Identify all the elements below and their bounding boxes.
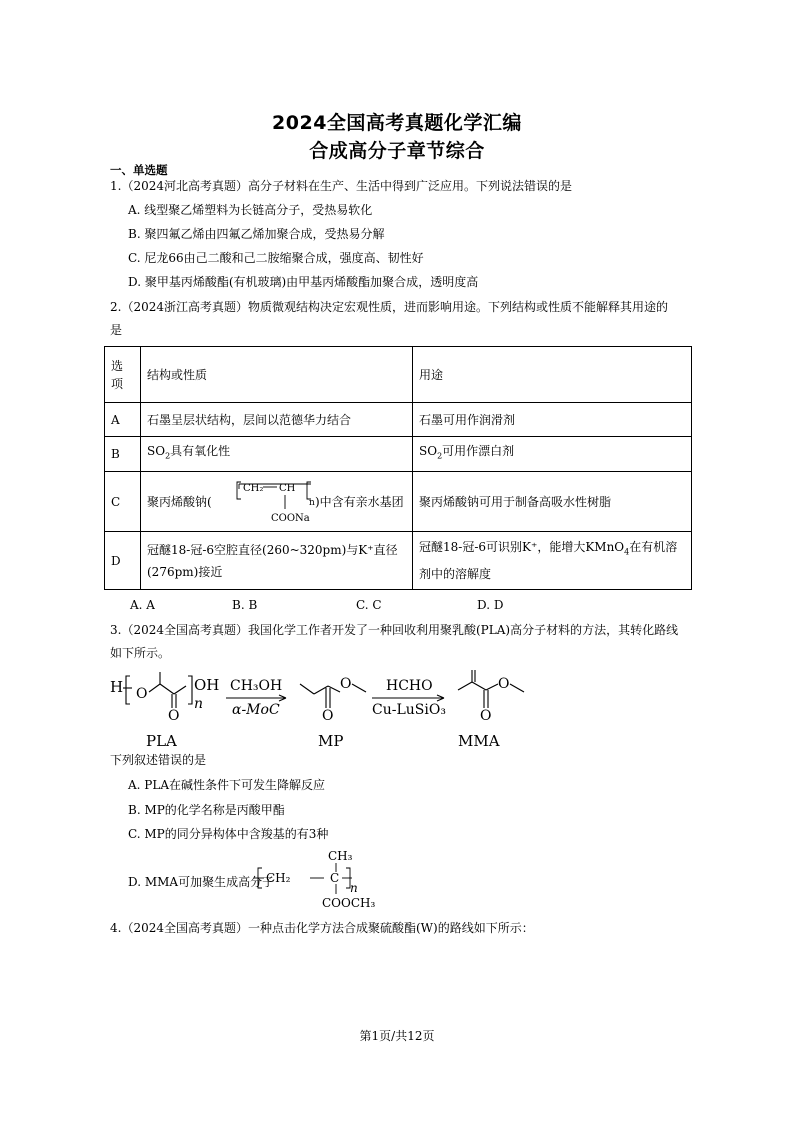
- table-row: [105, 472, 692, 532]
- q3-option-d: D. MMA可加聚生成高分子: [128, 875, 275, 889]
- catalyst-moc: α-MoC: [232, 702, 280, 718]
- table-row: [105, 437, 692, 472]
- group-ch2: CH₂: [243, 482, 264, 494]
- mp-carbonyl-o: O: [322, 708, 334, 724]
- table-cell: 石墨呈层状结构，层间以范德华力结合: [141, 403, 413, 437]
- page-subtitle: 合成高分子章节综合: [309, 140, 485, 162]
- q1-option-a: A. 线型聚乙烯塑料为长链高分子，受热易软化: [128, 203, 373, 217]
- table-header-row: [105, 347, 692, 403]
- atom-o-carbonyl: O: [168, 708, 180, 724]
- q1-option-b: B. 聚四氟乙烯由四氟乙烯加聚合成，受热易分解: [128, 227, 385, 241]
- section-heading: 一、单选题: [110, 163, 168, 177]
- cell-line: (276pm)接近: [147, 564, 223, 579]
- q3-stem: 3.（2024全国高考真题）我国化学工作者开发了一种回收利用聚乳酸(PLA)高分子材料的方法，其转化路线: [110, 623, 679, 637]
- page-footer: 第1页/共12页: [359, 1029, 435, 1043]
- catalyst-cu-lusio3: Cu-LuSiO₃: [372, 702, 446, 718]
- reagent-methanol: CH₃OH: [230, 678, 283, 694]
- formula-so2: SO: [419, 444, 438, 459]
- table-cell: B: [105, 437, 141, 472]
- atom-o: O: [136, 686, 148, 702]
- mma-carbonyl-o: O: [480, 708, 492, 724]
- q2-stem-cont: 是: [110, 323, 123, 337]
- atom-c: C: [330, 871, 340, 885]
- q3-question: 下列叙述错误的是: [110, 753, 207, 767]
- page-title: 2024全国高考真题化学汇编: [272, 112, 522, 134]
- table-header-cell: 结构或性质: [141, 347, 413, 403]
- group-ch3: CH₃: [328, 849, 353, 863]
- atom-h: H: [110, 678, 124, 696]
- q1-option-c: C. 尼龙66由己二酸和己二胺缩聚合成，强度高、韧性好: [128, 251, 424, 265]
- repeat-n: n: [194, 696, 204, 712]
- group-ch2: CH₂: [266, 871, 291, 885]
- table-header-cell: 用途: [413, 347, 692, 403]
- table-cell: [413, 437, 692, 472]
- cell-line: 冠醚18-冠-6空腔直径(260~320pm)与K⁺直径: [147, 542, 398, 557]
- group-oh: OH: [194, 676, 220, 694]
- cell-text: 聚丙烯酸钠(: [147, 494, 212, 509]
- table-cell: 聚丙烯酸钠可用于制备高吸水性树脂: [413, 472, 692, 532]
- group-ch: CH: [279, 482, 296, 494]
- subscript: 2: [437, 451, 443, 461]
- cell-text: 可用作漂白剂: [442, 444, 515, 459]
- group-cooch3: COOCH₃: [322, 896, 376, 910]
- repeat-n: n: [350, 881, 358, 895]
- table-row: [105, 403, 692, 437]
- table-row: [105, 532, 692, 590]
- table-header-cell: 选项: [105, 347, 141, 403]
- pla-conversion-scheme: [104, 668, 544, 752]
- subscript: 4: [624, 547, 630, 557]
- cell-text: 在有机溶: [629, 539, 678, 554]
- table-cell: [141, 437, 413, 472]
- group-coona: COONa: [271, 512, 310, 524]
- mma-ester-o: O: [498, 676, 510, 692]
- pmma-structure: [252, 846, 392, 910]
- label-mp: MP: [318, 732, 344, 750]
- table-cell: [141, 472, 413, 532]
- q2-option-c: C. C: [356, 598, 382, 612]
- table-cell: 石墨可用作润滑剂: [413, 403, 692, 437]
- table-cell: A: [105, 403, 141, 437]
- sodium-polyacrylate-structure: [235, 475, 315, 529]
- reagent-hcho: HCHO: [386, 678, 433, 694]
- formula-so2: SO: [147, 444, 166, 459]
- q2-stem: 2.（2024浙江高考真题）物质微观结构决定宏观性质，进而影响用途。下列结构或性质不能解释其用途的: [110, 300, 668, 314]
- mp-ester-o: O: [340, 676, 352, 692]
- q3-stem-cont: 如下所示。: [110, 646, 171, 660]
- q2-option-d: D. D: [477, 598, 504, 612]
- subscript: 2: [165, 451, 171, 461]
- table-cell: C: [105, 472, 141, 532]
- q1-stem: 1.（2024河北高考真题）高分子材料在生产、生活中得到广泛应用。下列说法错误的是: [110, 179, 572, 193]
- cell-line: 剂中的溶解度: [419, 567, 492, 582]
- q3-option-a: A. PLA在碱性条件下可发生降解反应: [128, 778, 326, 792]
- q3-option-c: C. MP的同分异构体中含羧基的有3种: [128, 827, 329, 841]
- q2-table: [104, 346, 692, 590]
- cell-text: 具有氧化性: [170, 444, 231, 459]
- table-cell: [413, 532, 692, 590]
- cell-text: )中含有亲水基团: [315, 494, 404, 509]
- q1-option-d: D. 聚甲基丙烯酸酯(有机玻璃)由甲基丙烯酸酯加聚合成，透明度高: [128, 275, 479, 289]
- q2-option-b: B. B: [232, 598, 258, 612]
- q3-option-b: B. MP的化学名称是丙酸甲酯: [128, 803, 285, 817]
- q4-stem: 4.（2024全国高考真题）一种点击化学方法合成聚硫酸酯(W)的路线如下所示：: [110, 921, 534, 935]
- cell-text: 冠醚18-冠-6可识别K⁺，能增大KMnO: [419, 539, 625, 554]
- q2-option-a: A. A: [130, 598, 155, 612]
- table-cell: D: [105, 532, 141, 590]
- table-cell: [141, 532, 413, 590]
- label-mma: MMA: [458, 732, 500, 750]
- label-pla: PLA: [146, 732, 177, 750]
- repeat-n: n: [309, 497, 315, 508]
